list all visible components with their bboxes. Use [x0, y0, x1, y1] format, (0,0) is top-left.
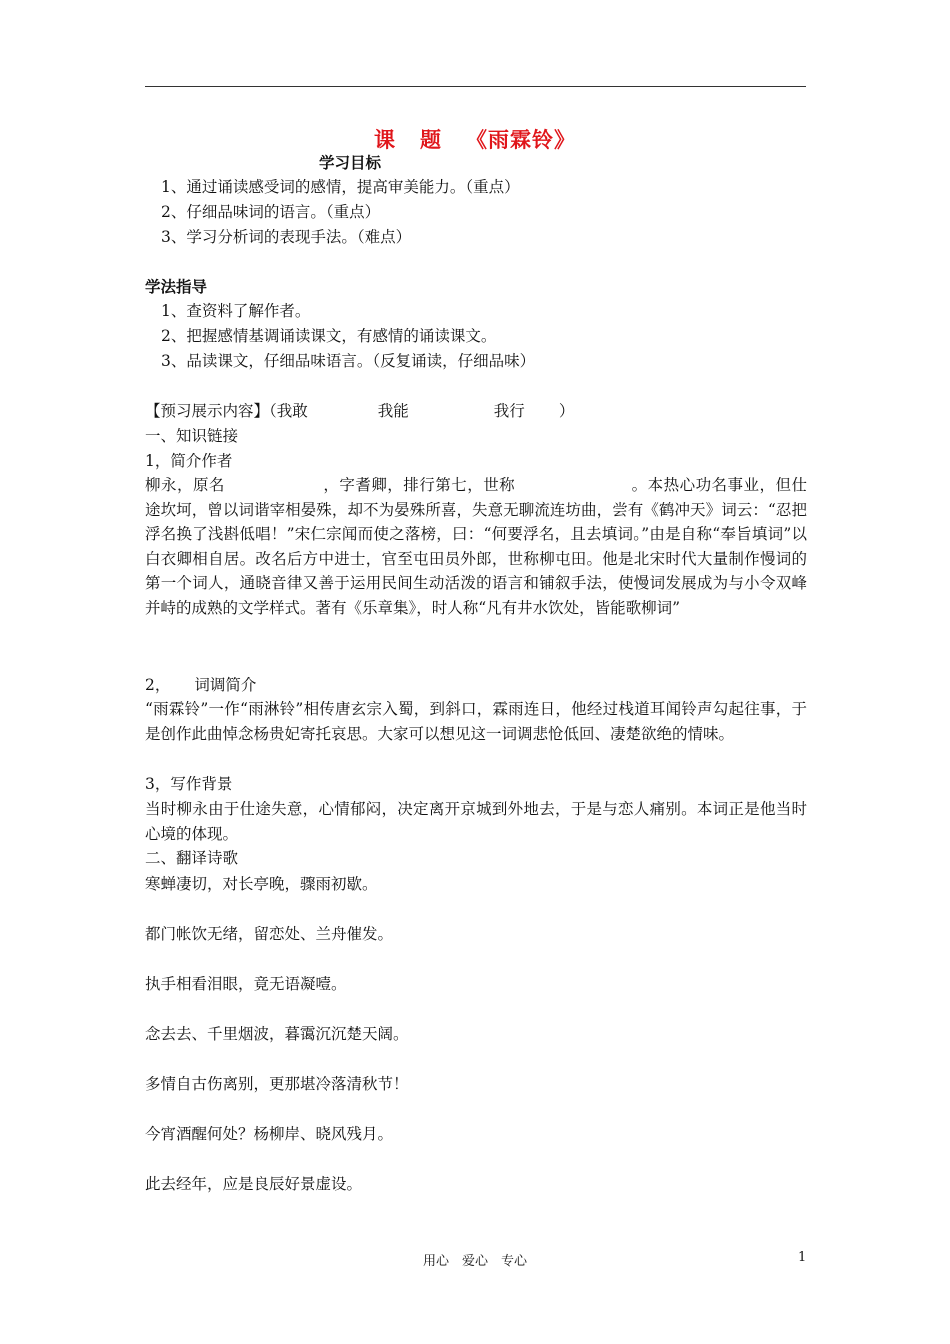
cipai-number: 2， [145, 676, 171, 694]
method-item: 3、品读课文，仔细品味语言。（反复诵读，仔细品味） [161, 352, 536, 370]
cipai-title: 词调简介 [194, 676, 257, 694]
footer-motto: 用心 爱心 专心 [422, 1254, 527, 1269]
preview-open: （我敢 [269, 402, 308, 420]
verse-line: 今宵酒醒何处？杨柳岸、晓风残月。 [145, 1125, 394, 1143]
preview-can: 我能 [377, 402, 409, 420]
preview-label: 【预习展示内容】 [145, 402, 270, 420]
background-paragraph: 当时柳永由于仕途失意，心情郁闷，决定离开京城到外地去，于是与恋人痛别。本词正是他当时心境的体现。 [145, 800, 807, 843]
section1-heading: 一、知识链接 [145, 427, 239, 445]
preview-line [145, 399, 574, 423]
author-paragraph [145, 473, 807, 620]
preview-close: ） [558, 402, 575, 420]
method-heading: 学法指导 [145, 277, 208, 296]
author-subheading: 1，简介作者 [145, 452, 233, 470]
background-subheading: 3，写作背景 [145, 775, 233, 793]
header-rule [145, 86, 806, 87]
title-poem-name: 《雨霖铃》 [466, 127, 576, 152]
verse-line: 念去去、千里烟波，暮霭沉沉楚天阔。 [145, 1025, 409, 1043]
goal-item: 3、学习分析词的表现手法。（难点） [161, 228, 412, 246]
goal-item: 1、通过诵读感受词的感情，提高审美能力。（重点） [161, 178, 520, 196]
lesson-title [0, 124, 950, 154]
verse-line: 寒蝉凄切，对长亭晚，骤雨初歇。 [145, 875, 378, 893]
cipai-paragraph: “雨霖铃”一作“雨淋铃”相传唐玄宗入蜀，到斜口，霖雨连日，他经过栈道耳闻铃声勾起往事，于是创作此曲悼念杨贵妃寄托哀思。大家可以想见这一词调悲怆低回、凄楚欲绝的情味。 [145, 700, 807, 743]
title-part-1: 课 [374, 127, 396, 152]
verse-line: 此去经年，应是良辰好景虚设。 [145, 1175, 363, 1193]
author-text-a: 柳永，原名 [145, 476, 225, 494]
verse-line: 执手相看泪眼，竟无语凝噎。 [145, 975, 347, 993]
title-part-2: 题 [420, 127, 442, 152]
goals-heading: 学习目标 [319, 153, 382, 172]
method-item: 2、把握感情基调诵读课文，有感情的诵读课文。 [161, 327, 497, 345]
method-item: 1、查资料了解作者。 [161, 302, 311, 320]
preview-do: 我行 [493, 402, 525, 420]
goal-item: 2、仔细品味词的语言。（重点） [161, 203, 381, 221]
cipai-subheading [145, 673, 256, 697]
author-text-c: 。本热心功名事业，但仕途坎坷，曾以词谐宰相晏殊，却不为晏殊所喜，失意无聊流连坊曲，尝有《鹤冲天》词云：“忍把浮名换了浅斟低唱！”宋仁宗闻而使之落榜，曰：“何要浮名，且去填词。”由是自称“奉旨填词”以白衣卿相自居。改名后方中进士，官至屯田员外郎，世称柳屯田。他是北宋时代大量制作慢词的第一个词人，通晓音律又善于运用民间生动活泼的语言和铺叙手法，使慢词发展成为与小令双峰并峙的成熟的文学样式。著有《乐章集》，时人称“凡有井水饮处，皆能歌柳词” [145, 476, 807, 617]
page-number: 1 [798, 1250, 807, 1265]
verse-line: 多情自古伤离别，更那堪冷落清秋节！ [145, 1075, 409, 1093]
section2-heading: 二、翻译诗歌 [145, 849, 239, 867]
verse-line: 都门帐饮无绪，留恋处、兰舟催发。 [145, 925, 394, 943]
author-text-b: ，字耆卿，排行第七，世称 [322, 476, 516, 494]
